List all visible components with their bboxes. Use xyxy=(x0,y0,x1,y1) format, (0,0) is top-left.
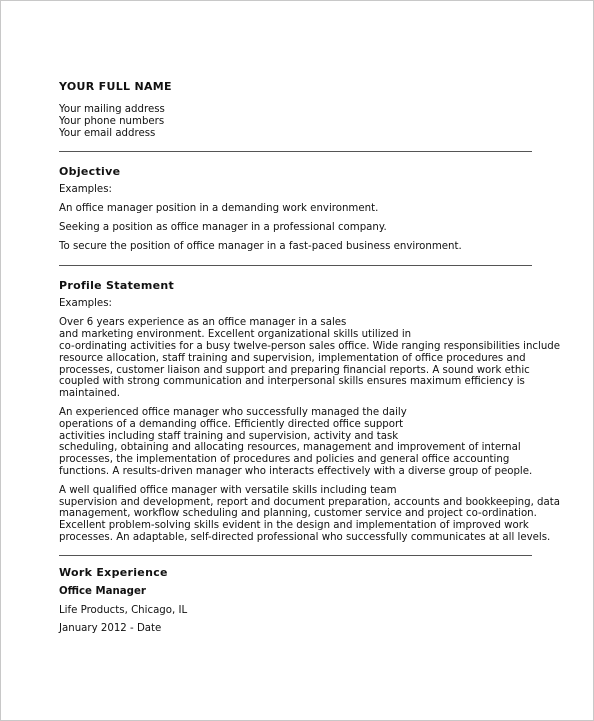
paragraph-line: management, workflow scheduling and planning, customer service and project co-ordination. xyxy=(59,508,537,520)
paragraph-line: coupled with strong communication and interpersonal skills ensures maximum efficiency is xyxy=(59,376,525,388)
company-location: Life Products, Chicago, IL xyxy=(59,604,188,616)
employment-dates: January 2012 - Date xyxy=(59,623,162,635)
paragraph-line: processes. An adaptable, self-directed professional who successfully communicates at all levels. xyxy=(59,531,551,543)
objective-item: To secure the position of office manager in a fast-paced business environment. xyxy=(59,240,462,252)
profile-paragraph xyxy=(59,484,561,544)
resume-content xyxy=(59,80,561,635)
objective-heading: Objective xyxy=(59,165,121,179)
paragraph-line: supervision and development, report and document preparation, accounts and bookkeeping, data xyxy=(59,496,561,508)
paragraph-line: Excellent problem-solving skills evident in the design and implementation of improved work xyxy=(59,520,529,532)
paragraph-line: resource allocation, staff training and supervision, implementation of office procedures and xyxy=(59,352,526,364)
mailing-address: Your mailing address xyxy=(59,104,165,115)
objective-item: Seeking a position as office manager in a professional company. xyxy=(59,221,387,233)
divider xyxy=(59,555,532,556)
phone-numbers: Your phone numbers xyxy=(59,115,165,127)
paragraph-line: activities including staff training and supervision, activity and task xyxy=(59,430,399,442)
paragraph-line: operations of a demanding office. Efficiently directed office support xyxy=(59,418,404,430)
job-title: Office Manager xyxy=(59,585,146,597)
paragraph-line: and marketing environment. Excellent organizational skills utilized in xyxy=(59,329,412,341)
work-experience-heading: Work Experience xyxy=(59,565,168,579)
paragraph-line: scheduling, obtaining and allocating resources, management and improvement of internal xyxy=(59,442,521,454)
profile-heading: Profile Statement xyxy=(59,278,175,292)
paragraph-line: processes, the implementation of procedures and policies and general office accounting xyxy=(59,454,510,466)
paragraph-line: An experienced office manager who successfully managed the daily xyxy=(59,406,407,418)
paragraph-line: Over 6 years experience as an office manager in a sales xyxy=(59,317,347,329)
paragraph-line: A well qualified office manager with versatile skills including team xyxy=(59,484,397,496)
paragraph-line: processes, customer liaison and support and preparing financial reports. A sound work ethic xyxy=(59,364,530,376)
divider xyxy=(59,151,532,152)
paragraph-line: maintained. xyxy=(59,388,120,400)
objective-item: An office manager position in a demanding work environment. xyxy=(59,203,379,215)
divider xyxy=(59,265,532,266)
profile-examples-label: Examples: xyxy=(59,297,112,309)
contact-block xyxy=(59,104,532,139)
profile-paragraph xyxy=(59,317,561,400)
paragraph-line: co-ordinating activities for a busy twelve-person sales office. Wide ranging responsibilities include xyxy=(59,340,561,352)
paragraph-line: functions. A results-driven manager who interacts effectively with a diverse group of people. xyxy=(59,465,533,477)
profile-paragraph xyxy=(59,407,532,478)
email-address: Your email address xyxy=(59,127,156,139)
objective-examples-label: Examples: xyxy=(59,184,112,196)
full-name-heading: YOUR FULL NAME xyxy=(59,80,172,93)
